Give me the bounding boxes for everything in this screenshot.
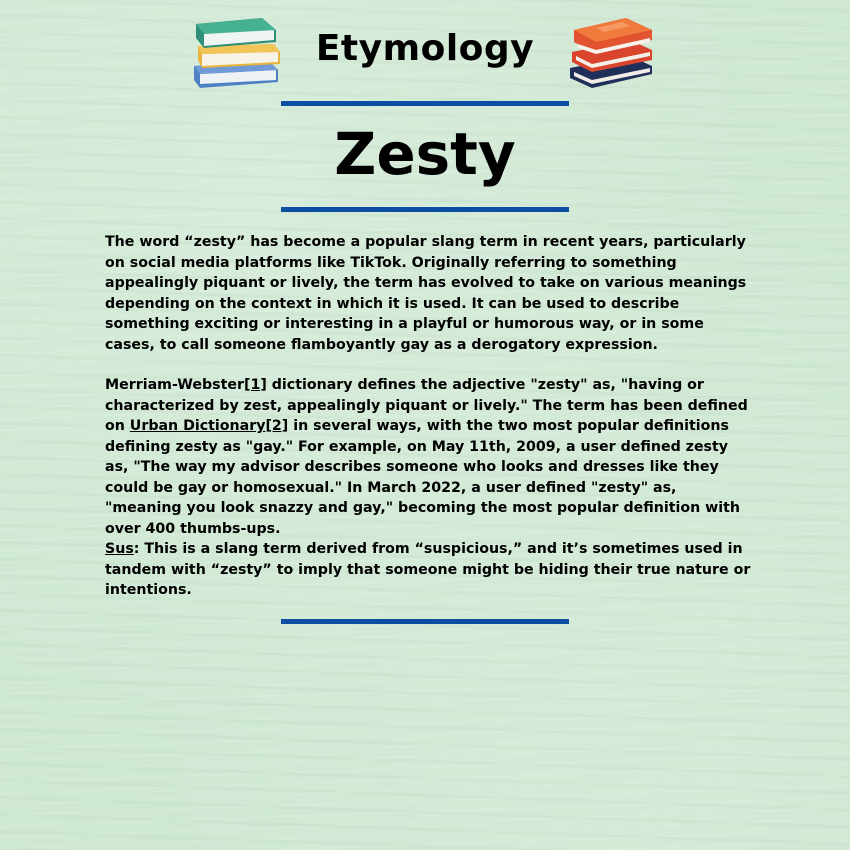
paragraph-intro: The word “zesty” has become a popular slang term in recent years, particularly on social media platforms like TikTok. Originally referring to something appealingly piquant or lively, the term has evolved to take on various meanings depending on the context in which it is used. It can be used to describe something exciting or interesting in a playful or humorous way, or in some cases, to call someone flamboyantly gay as a derogatory expression. — [105, 234, 747, 353]
divider-rule — [281, 207, 569, 212]
paragraph-definitions — [105, 375, 753, 539]
paragraph-text: in several ways, with the two most popular definitions defining zesty as "gay." For example, on May 11th, 2009, a user defined zesty as, "The way my advisor describes someone who looks and dresses like they could be gay or homosexual." In March 2022, a user defined "zesty" as, "meaning you look snazzy and gay," becoming the most popular definition with over 400 thumbs-ups. — [105, 418, 741, 537]
paragraph-text: Merriam-Webster — [105, 377, 244, 393]
divider-rule — [281, 101, 569, 106]
divider-rule — [281, 619, 569, 624]
paragraph-related-term — [105, 539, 753, 601]
related-term: Sus — [105, 541, 134, 557]
paragraph-text: : This is a slang term derived from “suspicious,” and it’s sometimes used in tandem with “zesty” to imply that someone might be hiding their true nature or intentions. — [105, 541, 751, 598]
books-stack-icon — [566, 10, 658, 94]
paragraph-text: dictionary defines the adjective "zesty" as, "having or characterized by zest, appealingly piquant or lively." The term has been defined on — [105, 377, 748, 434]
urban-dictionary-link[interactable]: Urban Dictionary — [129, 418, 266, 434]
reference-link-2[interactable]: [2] — [265, 418, 289, 434]
reference-link-1[interactable]: [1] — [243, 377, 267, 393]
header-title: Etymology — [315, 28, 535, 69]
page-title: Zesty — [334, 120, 516, 188]
